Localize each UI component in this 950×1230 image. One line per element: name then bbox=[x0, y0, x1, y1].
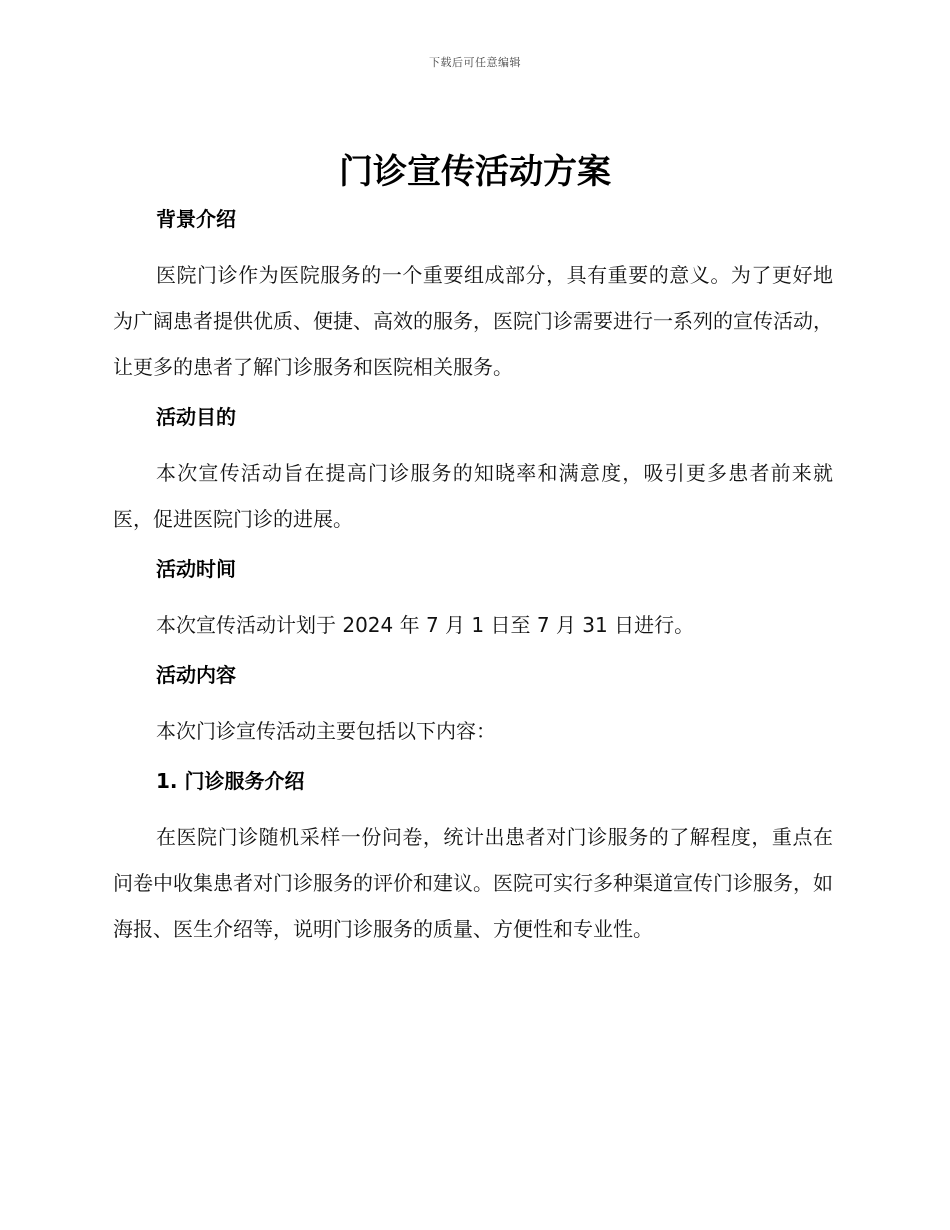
section-paragraph-background: 医院门诊作为医院服务的一个重要组成部分，具有重要的意义。为了更好地为广阔患者提供优质、便捷、高效的服务，医院门诊需要进行一系列的宣传活动，让更多的患者了解门诊服务和医院相关服务。 bbox=[113, 263, 833, 379]
section-heading-background: 背景介绍 bbox=[156, 207, 236, 231]
section-heading-content: 活动内容 bbox=[156, 663, 236, 687]
section-heading-purpose: 活动目的 bbox=[156, 405, 236, 429]
section-paragraph-content: 本次门诊宣传活动主要包括以下内容： bbox=[156, 719, 496, 743]
page-header-note: 下载后可任意编辑 bbox=[429, 56, 521, 69]
section-heading-service-intro: 1. 门诊服务介绍 bbox=[156, 769, 305, 793]
section-paragraph-time: 本次宣传活动计划于 2024 年 7 月 1 日至 7 月 31 日进行。 bbox=[156, 613, 695, 637]
document-title: 门诊宣传活动方案 bbox=[339, 152, 611, 192]
section-paragraph-service-intro: 在医院门诊随机采样一份问卷，统计出患者对门诊服务的了解程度，重点在问卷中收集患者对门诊服务的评价和建议。医院可实行多种渠道宣传门诊服务，如海报、医生介绍等，说明门诊服务的质量、方便性和专业性。 bbox=[113, 825, 833, 941]
document-body bbox=[113, 204, 833, 952]
section-heading-time: 活动时间 bbox=[156, 557, 236, 581]
section-paragraph-purpose: 本次宣传活动旨在提高门诊服务的知晓率和满意度，吸引更多患者前来就医，促进医院门诊的进展。 bbox=[113, 461, 833, 531]
